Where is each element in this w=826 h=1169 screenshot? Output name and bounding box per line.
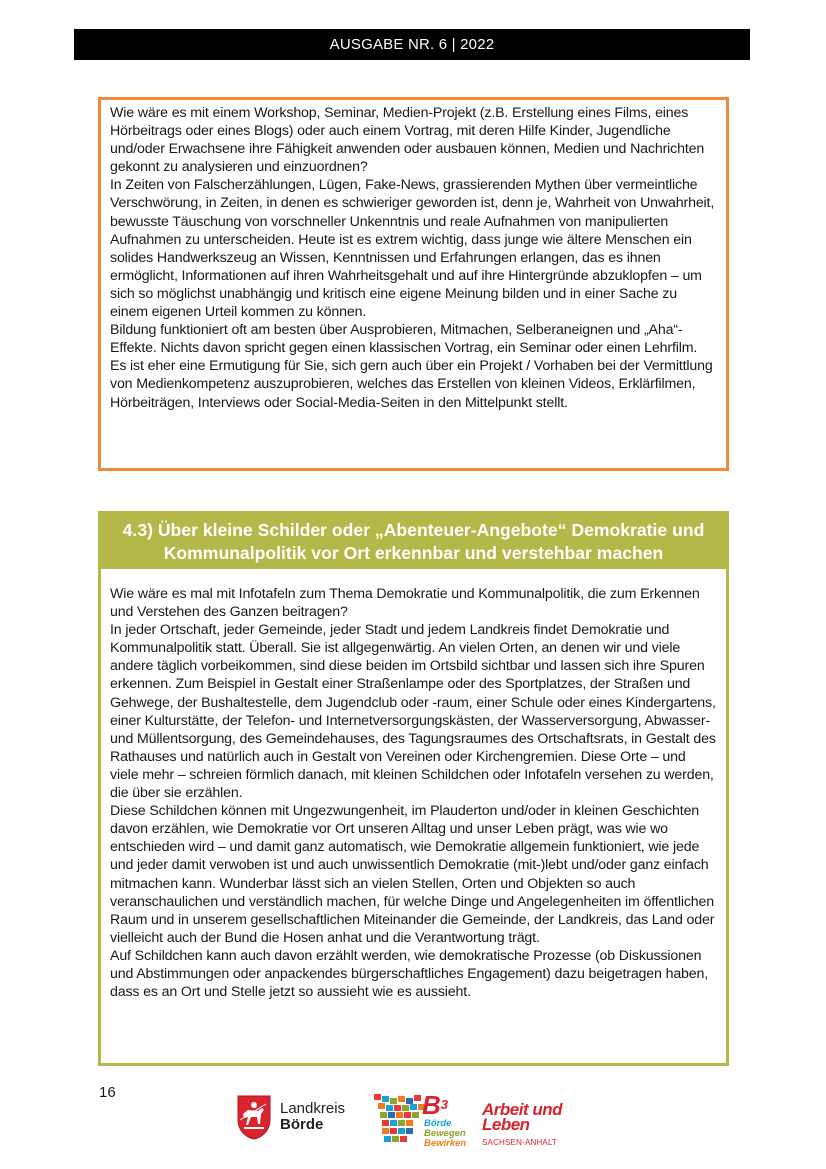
- paragraph: Wie wäre es mit einem Workshop, Seminar, Medien-Projekt (z.B. Erstellung eines Films, eines Hörbeitrags oder eines Blogs) oder auch einem Vortrag, mit deren Hilfe Kinder, Jugendliche und/oder Erwachsene ihre Fähigkeit anwenden oder ausbauen können, Medien und Nachrichten gekonnt zu analysieren und einzuordnen?: [110, 105, 705, 176]
- paragraph: In Zeiten von Falscherzählungen, Lügen, Fake-News, grassierenden Mythen über vermeintliche Verschwörung, in Zeiten, in denen es schwieriger geworden ist, denn je, Wahrheit von Unwahrheit, bewusste Täuschung von vorschneller Unkenntnis und reale Aufnahmen von manipulierten Aufnahmen zu unterscheiden. Heute ist es extrem wichtig, dass junge wie ältere Menschen ein solides Handwerkszeug an Wissen, Kenntnissen und Erfahrungen erlangen, das es ihnen ermöglicht, Informationen auf ihren Wahrheitsgehalt und auf ihre Hintergründe abzuklopfen – um sich so möglichst unabhängig und kritisch eine eigene Meinung bilden und in einer Sache zu einem eigenen Urteil kommen zu können.: [110, 177, 715, 321]
- issue-header-bar: [74, 29, 750, 60]
- paragraph: Auf Schildchen kann auch davon erzählt werden, wie demokratische Prozesse (ob Diskussionen und Abstimmungen oder anpackendes bürgerschaftliches Engagement) dazu beigetragen haben, dass es an Ort und Stelle jetzt so aussieht wie es aussieht.: [110, 947, 709, 1001]
- b3-logo: [370, 1092, 470, 1152]
- arbeit-und-leben-logo: Arbeit und Leben SACHSEN-ANHALT: [482, 1100, 562, 1147]
- section-heading-line-1: 4.3) Über kleine Schilder oder „Abenteuer-Angebote“ Demokratie und: [122, 520, 705, 540]
- media-literacy-box: [98, 97, 729, 471]
- section-heading-line-2: Kommunalpolitik vor Ort erkennbar und verstehbar machen: [163, 543, 664, 563]
- b3-words: Börde Bewegen Bewirken: [424, 1118, 467, 1149]
- paragraph: Bildung funktioniert oft am besten über Ausprobieren, Mitmachen, Selberaneignen und „Aha“-Effekte. Nichts davon spricht gegen einen klassischen Vortrag, ein Seminar oder einen Lehrfilm. Es ist eher eine Ermutigung für Sie, sich gern auch über ein Projekt / Vorhaben bei der Vermittlung von Medienkompetenz auszuprobieren, welches das Erstellen von kleinen Videos, Erklärfilmen, Hörbeiträgen, Interviews oder Social-Media-Seiten in den Mittelpunkt stellt.: [110, 322, 713, 411]
- mosaic-map-icon: [370, 1092, 426, 1148]
- issue-title: AUSGABE NR. 6 | 2022: [329, 36, 495, 53]
- paragraph: Wie wäre es mal mit Infotafeln zum Thema Demokratie und Kommunalpolitik, die zum Erkennen und Verstehen des Ganzen beitragen?: [110, 586, 700, 621]
- section-4-3-box: [98, 511, 729, 1066]
- b3-mark: $B^3$: [422, 1090, 449, 1120]
- landkreis-boerde-logo: [236, 1094, 345, 1140]
- paragraph: In jeder Ortschaft, jeder Gemeinde, jeder Stadt und jedem Landkreis findet Demokratie und Kommunalpolitik statt. Überall. Sie ist allgegenwärtig. An vielen Orten, an denen wir und viele andere täglich vorbeikommen, sind diese beiden im Ortsbild sichtbar und lassen sich ihre Spuren erkennen. Zum Beispiel in Gestalt einer Straßenlampe oder des Sportplatzes, der Straßen und Gehwege, der Bushaltestelle, dem Jugendclub oder -raum, einer Schule oder eines Kindergartens, einer Kulturstätte, der Telefon- und Internetversorgungskästen, der Wasserversorgung, Abwasser- und Müllentsorgung, des Gemeindehauses, des Tagungsraumes des Ortschaftsrats, in Gestalt des Rathauses und natürlich auch in Gestalt von Vereinen oder Kirchengremien. Diese Orte – und viele mehr – schreien förmlich danach, mit kleinen Schildchen oder Infotafeln versehen zu werden, die über sie erzählen.: [110, 622, 716, 802]
- section-heading: [101, 514, 726, 569]
- coat-of-arms-icon: [236, 1094, 272, 1140]
- section-body: [101, 569, 726, 1001]
- paragraph: Diese Schildchen können mit Ungezwungenheit, im Plauderton und/oder in kleinen Geschichten davon erzählen, wie Demokratie vor Ort unseren Alltag und unser Leben prägt, was wie wo entschieden wird – und damit ganz automatisch, wie Demokratie allgemein funktioniert, wie jede und jeder damit verwoben ist und auch unwissentlich Demokratie (mit-)lebt und/oder ganz einfach mitmachen kann. Wunderbar lässt sich an vielen Stellen, Orten und Objekten so auch veranschaulichen und verständlich machen, für welche Dinge und Angelegenheiten im öffentlichen Raum und in unserem gesellschaftlichen Miteinander die Gemeinde, der Landkreis, das Land oder vielleicht auch der Bund die Hosen anhat und die Verantwortung trägt.: [110, 803, 715, 946]
- landkreis-boerde-text: Landkreis Börde: [280, 1100, 346, 1133]
- page-number: 16: [99, 1084, 116, 1101]
